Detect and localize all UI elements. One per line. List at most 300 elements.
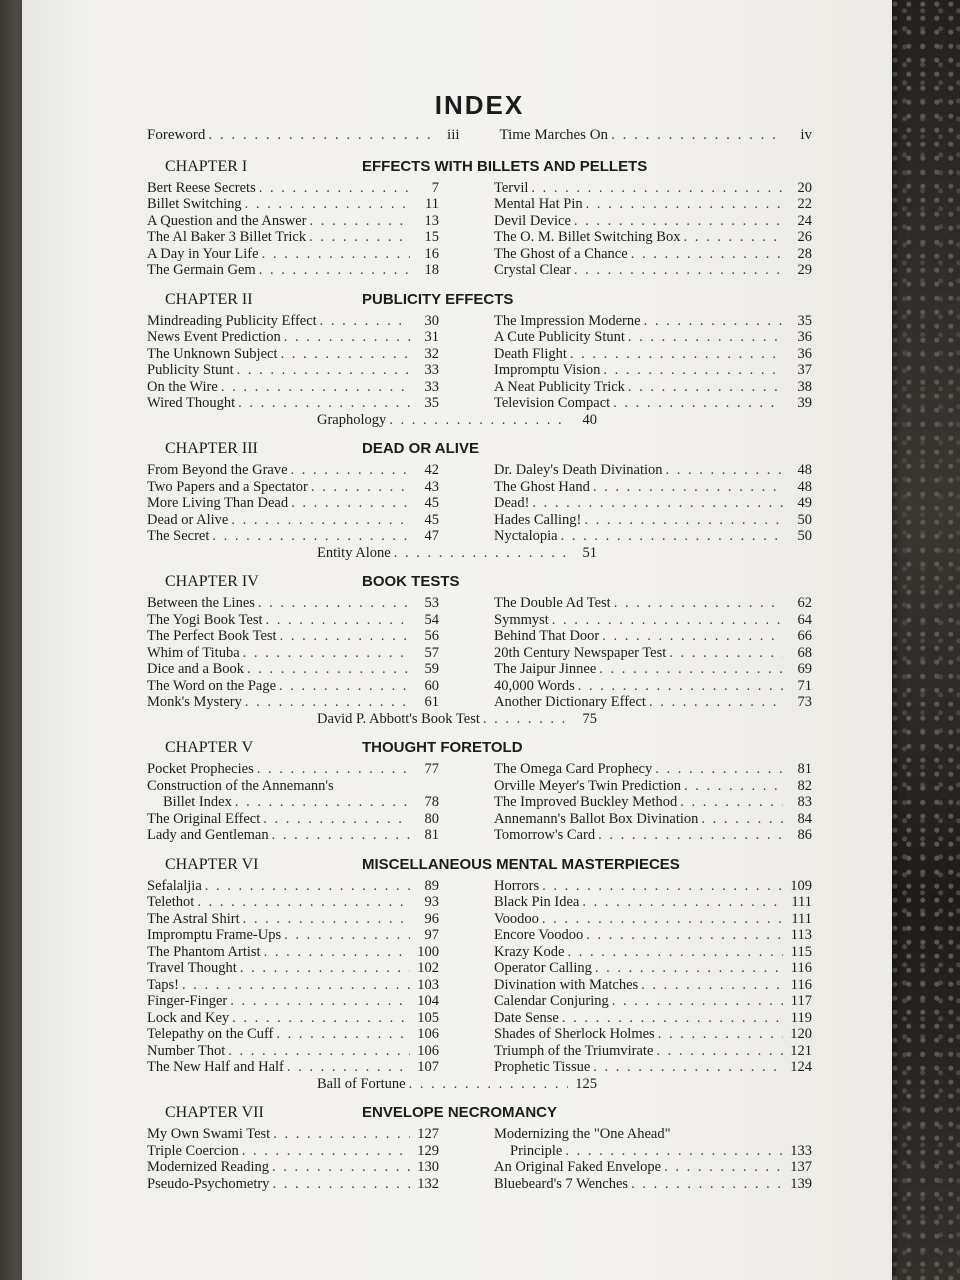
entry-title: Triple Coercion	[147, 1142, 239, 1159]
leader-dots	[644, 313, 783, 330]
index-entry	[147, 462, 439, 479]
entry-page: 133	[790, 1142, 812, 1159]
index-entry	[147, 694, 439, 711]
leader-dots	[582, 894, 783, 911]
entry-page: 97	[424, 927, 439, 943]
leader-dots	[531, 180, 783, 197]
entry-page: 51	[582, 544, 597, 561]
entry-page: 69	[797, 661, 812, 677]
chapter-title: MISCELLANEOUS MENTAL MASTERPIECES	[362, 855, 680, 873]
entry-title: Between the Lines	[147, 595, 255, 611]
chapter-number: CHAPTER VII	[165, 1104, 264, 1121]
entry-title: Wired Thought	[147, 395, 236, 411]
index-entry	[494, 778, 812, 795]
leader-dots	[562, 1010, 783, 1027]
leader-dots	[598, 827, 783, 844]
chapter-heading	[147, 158, 812, 176]
index-entry	[494, 595, 812, 612]
entry-page: 130	[417, 1159, 439, 1175]
background-left	[0, 0, 22, 1280]
entry-page: 96	[424, 910, 439, 927]
index-entry	[147, 379, 439, 396]
chapter-number: CHAPTER V	[165, 739, 254, 756]
left-column	[147, 595, 439, 711]
chapter-columns	[147, 878, 812, 1076]
entry-title: Bluebeard's 7 Wenches	[494, 1175, 629, 1192]
chapter-columns	[147, 180, 812, 279]
entry-page: 40	[582, 411, 597, 428]
chapter-section	[147, 291, 812, 429]
index-entry	[147, 313, 439, 330]
chapter-section	[147, 856, 812, 1093]
index-entry	[147, 761, 439, 778]
leader-dots	[593, 1059, 783, 1076]
entry-page: 66	[797, 628, 812, 644]
entry-title: Dr. Daley's Death Divination	[494, 462, 663, 478]
entry-title: More Living Than Dead	[147, 495, 289, 511]
index-entry	[494, 213, 812, 230]
leader-dots	[595, 960, 783, 977]
index-entry	[147, 794, 439, 811]
leader-dots	[542, 878, 783, 895]
entry-title: The Omega Card Prophecy	[494, 761, 653, 777]
index-entry	[494, 1143, 812, 1160]
entry-page: 89	[424, 877, 439, 894]
entry-title: Dice and a Book	[147, 661, 245, 677]
entry-title: Modernizing the "One Ahead"	[494, 1126, 671, 1142]
entry-page: 93	[424, 894, 439, 910]
entry-title: Pocket Prophecies	[147, 761, 254, 777]
entry-title: The Perfect Book Test	[147, 628, 277, 644]
entry-title: Hades Calling!	[494, 511, 582, 528]
leader-dots	[574, 262, 783, 279]
entry-title: Billet Index	[163, 794, 232, 810]
index-entry	[147, 196, 439, 213]
entry-title: Time Marches On	[499, 127, 609, 143]
leader-dots	[197, 894, 410, 911]
entry-page: 22	[797, 196, 812, 212]
index-entry	[494, 911, 812, 928]
leader-dots	[257, 761, 410, 778]
leader-dots	[240, 960, 410, 977]
leader-dots	[680, 794, 783, 811]
index-entry	[494, 645, 812, 662]
index-entry	[494, 329, 812, 346]
entry-title: 40,000 Words	[494, 677, 575, 694]
entry-title: Shades of Sherlock Holmes	[494, 1026, 655, 1042]
entry-page: 11	[425, 196, 439, 212]
entry-page: 137	[790, 1159, 812, 1175]
entry-title: My Own Swami Test	[147, 1126, 271, 1142]
entry-title: Telepathy on the Cuff	[147, 1026, 274, 1042]
entry-title: The Word on the Page	[147, 677, 277, 694]
entry-title: Lady and Gentleman	[147, 827, 269, 843]
leader-dots	[284, 927, 410, 944]
leader-dots	[243, 645, 410, 662]
entry-title: 20th Century Newspaper Test	[494, 644, 667, 661]
index-entry	[147, 993, 439, 1010]
entry-page: 125	[575, 1075, 597, 1092]
entry-title: The Ghost of a Chance	[494, 245, 628, 262]
entry-page: 24	[797, 212, 812, 229]
entry-page: 132	[417, 1175, 439, 1192]
entry-title: Divination with Matches	[494, 976, 639, 993]
entry-title: Operator Calling	[494, 960, 592, 976]
entry-page: 82	[797, 777, 812, 794]
leader-dots	[649, 694, 783, 711]
entry-page: 31	[424, 329, 439, 345]
entry-title: The Secret	[147, 528, 210, 544]
entry-page: 59	[424, 661, 439, 677]
entry-page: 45	[424, 495, 439, 511]
entry-page: 20	[797, 179, 812, 196]
index-entry	[147, 1126, 439, 1143]
entry-title: The O. M. Billet Switching Box	[494, 229, 681, 245]
chapter-title: THOUGHT FORETOLD	[362, 739, 523, 756]
leader-dots	[230, 993, 410, 1010]
entry-title: News Event Prediction	[147, 329, 281, 345]
entry-title: Publicity Stunt	[147, 362, 234, 378]
leader-dots	[389, 412, 568, 429]
entry-title: Impromptu Vision	[494, 362, 601, 378]
entry-title: Tomorrow's Card	[494, 827, 596, 843]
entry-title: A Day in Your Life	[147, 245, 259, 262]
left-column	[147, 761, 439, 844]
entry-page: 120	[790, 1026, 812, 1042]
entry-title: Foreword	[147, 127, 206, 143]
entry-page: 109	[790, 877, 812, 894]
entry-title: Telethot	[147, 894, 195, 910]
entry-page: 68	[797, 644, 812, 661]
entry-title: Finger-Finger	[147, 993, 228, 1009]
leader-dots	[232, 1010, 410, 1027]
leader-dots	[272, 1176, 410, 1193]
entry-title: The Original Effect	[147, 810, 261, 827]
entry-page: 48	[797, 478, 812, 495]
index-entry	[147, 977, 439, 994]
index-entry	[494, 878, 812, 895]
entry-title: Tervil	[494, 179, 529, 196]
index-entry	[147, 528, 439, 545]
leader-dots	[279, 678, 410, 695]
entry-title: The Phantom Artist	[147, 943, 261, 960]
index-entry	[494, 1159, 812, 1176]
entry-title: The Double Ad Test	[494, 595, 611, 611]
entry-page: 16	[424, 245, 439, 262]
leader-dots	[613, 395, 783, 412]
entry-page: 103	[417, 976, 439, 993]
entry-page: 18	[424, 262, 439, 278]
index-entry	[147, 1176, 439, 1193]
index-entry	[494, 246, 812, 263]
entry-page: 48	[797, 462, 812, 478]
entry-page: iv	[800, 127, 812, 143]
leader-dots	[266, 612, 410, 629]
leader-dots	[658, 1026, 783, 1043]
index-entry	[147, 595, 439, 612]
leader-dots	[291, 462, 410, 479]
entry-page: 33	[424, 378, 439, 395]
leader-dots	[247, 661, 410, 678]
entry-page: 53	[424, 595, 439, 611]
entry-page: 38	[797, 378, 812, 395]
leader-dots	[291, 495, 410, 512]
entry-page: 71	[797, 677, 812, 694]
entry-page: 102	[417, 960, 439, 976]
leader-dots	[182, 977, 410, 994]
leader-dots	[567, 944, 783, 961]
entry-title: Lock and Key	[147, 1009, 230, 1026]
index-entry	[147, 213, 439, 230]
leader-dots	[235, 794, 410, 811]
left-column	[147, 462, 439, 545]
leader-dots	[221, 379, 410, 396]
right-column	[494, 878, 812, 1076]
leader-dots	[542, 911, 783, 928]
leader-dots	[228, 1043, 410, 1060]
index-entry	[147, 678, 439, 695]
front-entry	[499, 127, 812, 144]
entry-page: 78	[424, 794, 439, 810]
entry-page: 7	[431, 179, 439, 196]
entry-title: Entity Alone	[317, 544, 391, 561]
index-entry	[494, 379, 812, 396]
leader-dots	[272, 827, 410, 844]
chapter-heading	[147, 573, 812, 591]
index-entry	[494, 1043, 812, 1060]
entry-page: 119	[790, 1009, 812, 1026]
chapter-title: DEAD OR ALIVE	[362, 440, 479, 457]
index-entry	[317, 1076, 597, 1093]
entry-title: Horrors	[494, 877, 540, 894]
index-entry	[147, 960, 439, 977]
index-entry	[147, 1026, 439, 1043]
right-column	[494, 595, 812, 711]
front-matter	[147, 127, 812, 144]
entry-title: Another Dictionary Effect	[494, 694, 646, 710]
index-entry	[147, 229, 439, 246]
leader-dots	[264, 944, 410, 961]
entry-page: 42	[424, 462, 439, 478]
entry-page: 57	[424, 644, 439, 661]
entry-title: Symmyst	[494, 611, 549, 628]
entry-title: A Question and the Answer	[147, 212, 307, 229]
entry-title: Voodoo	[494, 910, 539, 927]
entry-page: 62	[797, 595, 812, 611]
index-entry	[147, 362, 439, 379]
leader-dots	[584, 512, 783, 529]
index-entry	[494, 960, 812, 977]
entry-title: A Neat Publicity Trick	[494, 378, 625, 395]
entry-title: Calendar Conjuring	[494, 993, 609, 1009]
chapter-columns	[147, 595, 812, 711]
leader-dots	[409, 1076, 568, 1093]
chapter-title: BOOK TESTS	[362, 573, 460, 590]
index-entry	[494, 479, 812, 496]
chapter-number: CHAPTER IV	[165, 573, 259, 590]
entry-title: Ball of Fortune	[317, 1075, 406, 1092]
entry-title: Prophetic Tissue	[494, 1059, 591, 1075]
entry-page: 36	[797, 345, 812, 362]
entry-page: 64	[797, 611, 812, 628]
leader-dots	[245, 694, 410, 711]
leader-dots	[208, 127, 430, 144]
index-entry	[494, 1010, 812, 1027]
leader-dots	[231, 512, 410, 529]
index-entry	[494, 678, 812, 695]
chapter-number: CHAPTER II	[165, 290, 253, 308]
chapter-section	[147, 573, 812, 727]
leader-dots	[612, 993, 783, 1010]
chapter-title: ENVELOPE NECROMANCY	[362, 1104, 558, 1121]
index-entry	[494, 661, 812, 678]
chapter-section	[147, 440, 812, 561]
left-column	[147, 1126, 439, 1192]
entry-title: Mindreading Publicity Effect	[147, 312, 317, 329]
entry-page: 33	[424, 362, 439, 378]
entry-page: 15	[424, 229, 439, 245]
entry-title: Death Flight	[494, 345, 567, 362]
entry-title: Modernized Reading	[147, 1159, 270, 1175]
entry-page: 73	[797, 694, 812, 710]
left-column	[147, 313, 439, 412]
leader-dots	[280, 628, 410, 645]
entry-page: 105	[417, 1009, 439, 1026]
entry-title: The Unknown Subject	[147, 345, 278, 362]
entry-page: 83	[797, 794, 812, 810]
entry-page: 106	[417, 1042, 439, 1059]
entry-page: 77	[424, 761, 439, 777]
chapter-columns	[147, 313, 812, 412]
entry-page: 80	[424, 810, 439, 827]
leader-dots	[237, 362, 410, 379]
entry-page: 37	[797, 362, 812, 378]
book-page	[22, 0, 892, 1280]
entry-page: 56	[424, 628, 439, 644]
extra-entry	[317, 412, 597, 429]
entry-page: 104	[417, 993, 439, 1009]
index-entry	[494, 1059, 812, 1076]
index-entry	[494, 362, 812, 379]
leader-dots	[273, 1126, 410, 1143]
left-column	[147, 180, 439, 279]
index-entry	[147, 346, 439, 363]
entry-page: 35	[797, 312, 812, 329]
chapter-title: EFFECTS WITH BILLETS AND PELLETS	[362, 157, 648, 175]
leader-dots	[586, 196, 783, 213]
entry-title: Television Compact	[494, 395, 611, 411]
index-entry	[494, 628, 812, 645]
index-entry	[494, 1126, 812, 1143]
index-entry	[494, 894, 812, 911]
index-entry	[147, 246, 439, 263]
leader-dots	[664, 1159, 783, 1176]
leader-dots	[258, 595, 410, 612]
entry-page: 84	[797, 810, 812, 827]
index-entry	[494, 180, 812, 197]
chapter-heading	[147, 739, 812, 757]
chapter-columns	[147, 1126, 812, 1192]
index-entry	[494, 262, 812, 279]
leader-dots	[243, 911, 410, 928]
index-entry	[147, 645, 439, 662]
entry-page: 116	[790, 976, 812, 993]
index-entry	[317, 412, 597, 429]
index-entry	[147, 778, 439, 795]
leader-dots	[259, 262, 410, 279]
index-entry	[494, 977, 812, 994]
entry-title: On the Wire	[147, 378, 218, 395]
leader-dots	[276, 1026, 410, 1043]
index-entry	[494, 313, 812, 330]
index-entry	[494, 794, 812, 811]
entry-page: iii	[447, 127, 460, 143]
entry-title: Taps!	[147, 976, 180, 993]
index-entry	[494, 612, 812, 629]
entry-page: 139	[790, 1175, 812, 1192]
entry-page: 39	[797, 395, 812, 411]
entry-title: Monk's Mystery	[147, 694, 242, 710]
chapter-number: CHAPTER I	[165, 157, 248, 175]
index-entry	[494, 827, 812, 844]
entry-page: 32	[424, 345, 439, 362]
index-entry	[494, 1176, 812, 1193]
index-entry	[317, 711, 597, 728]
entry-page: 117	[790, 993, 812, 1009]
right-column	[494, 761, 812, 844]
entry-title: Two Papers and a Spectator	[147, 478, 308, 495]
entry-title: Crystal Clear	[494, 262, 571, 278]
index-entry	[317, 545, 597, 562]
right-column	[494, 1126, 812, 1192]
entry-title: Krazy Kode	[494, 943, 565, 960]
index-entry	[147, 512, 439, 529]
entry-title: Date Sense	[494, 1009, 559, 1026]
leader-dots	[603, 362, 783, 379]
entry-page: 54	[424, 611, 439, 628]
leader-dots	[701, 811, 783, 828]
background-granite	[892, 0, 960, 1280]
entry-title: From Beyond the Grave	[147, 462, 288, 478]
leader-dots	[212, 528, 410, 545]
leader-dots	[641, 977, 783, 994]
index-entry	[147, 878, 439, 895]
extra-entry	[317, 1076, 597, 1093]
leader-dots	[574, 213, 783, 230]
index-entry	[494, 944, 812, 961]
entry-title: The Al Baker 3 Billet Trick	[147, 229, 307, 245]
entry-page: 60	[424, 677, 439, 694]
entry-page: 36	[797, 329, 812, 345]
leader-dots	[631, 1176, 783, 1193]
entry-page: 50	[797, 511, 812, 528]
entry-title: Number Thot	[147, 1042, 226, 1059]
leader-dots	[593, 479, 783, 496]
chapter-heading	[147, 291, 812, 309]
entry-page: 116	[790, 960, 812, 976]
index-content	[147, 90, 812, 1192]
entry-page: 86	[797, 827, 812, 843]
index-entry	[499, 127, 812, 144]
entry-title: The Impression Moderne	[494, 312, 641, 329]
leader-dots	[238, 395, 410, 412]
chapter-list	[147, 158, 812, 1193]
right-column	[494, 462, 812, 545]
entry-page: 81	[797, 761, 812, 777]
index-entry	[494, 346, 812, 363]
entry-title: Dead!	[494, 495, 530, 511]
left-column	[147, 878, 439, 1076]
